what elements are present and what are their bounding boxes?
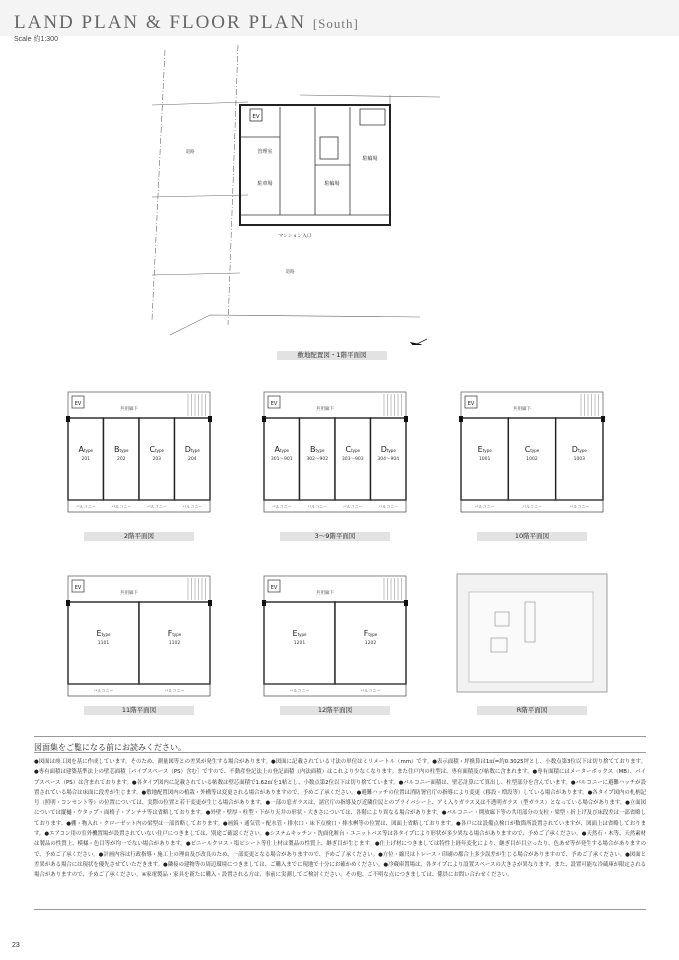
floor-plan-caption: 10階平面図 bbox=[477, 532, 587, 541]
balcony-label: バルコニー bbox=[378, 504, 399, 509]
notes-bottom-rule bbox=[34, 909, 646, 910]
page-title bbox=[14, 12, 359, 34]
site-room-admin: 管理室 bbox=[257, 149, 273, 155]
unit-type-label: Dtype bbox=[571, 445, 587, 454]
unit-room-number: 304〜904 bbox=[377, 457, 400, 462]
floor-plan-drawing bbox=[62, 572, 222, 704]
notes-top-rule bbox=[34, 736, 646, 737]
unit-type-label: Atype bbox=[274, 445, 289, 454]
balcony-label: バルコニー bbox=[164, 688, 185, 693]
unit-type-label: Ftype bbox=[363, 629, 378, 638]
balcony-label: バルコニー bbox=[307, 504, 328, 509]
floor-plan-drawing bbox=[455, 572, 615, 704]
unit-type-label: Ctype bbox=[524, 445, 540, 454]
unit-room-number: 1102 bbox=[168, 641, 181, 646]
floor-plan-5 bbox=[258, 572, 418, 708]
corridor-label: 共用廊下 bbox=[316, 591, 334, 596]
balcony-label: バルコニー bbox=[271, 504, 292, 509]
unit-type-label: Etype bbox=[477, 445, 492, 454]
balcony-label: バルコニー bbox=[342, 504, 363, 509]
unit-room-number: 301〜901 bbox=[270, 457, 293, 462]
floor-plan-2 bbox=[258, 388, 418, 524]
floor-plan-drawing bbox=[258, 388, 418, 520]
corridor-label: 共用廊下 bbox=[513, 407, 531, 412]
site-ev-label: EV bbox=[252, 114, 260, 120]
unit-type-label: Etype bbox=[96, 629, 111, 638]
page-title-main: LAND PLAN & FLOOR PLAN bbox=[14, 12, 307, 33]
unit-room-number: 202 bbox=[116, 457, 126, 462]
unit-room-number: 1003 bbox=[573, 457, 586, 462]
notes-heading-rule bbox=[34, 752, 646, 753]
unit-room-number: 302〜902 bbox=[306, 457, 329, 462]
corridor-label: 共用廊下 bbox=[120, 407, 138, 412]
unit-type-label: Dtype bbox=[380, 445, 396, 454]
balcony-label: バルコニー bbox=[93, 688, 114, 693]
unit-type-label: Ctype bbox=[149, 445, 165, 454]
floor-plan-caption: 3〜9階平面図 bbox=[280, 532, 390, 541]
floor-plan-caption: 12階平面図 bbox=[280, 706, 390, 715]
unit-type-label: Etype bbox=[292, 629, 307, 638]
balcony-label: バルコニー bbox=[569, 504, 590, 509]
notes-body: ●図面は竣工図を基に作成しています。そのため、測量図等との差異が発生する場合があります。●図面に記載されている寸法の単位はミリメートル（mm）です。●表示面積・坪換算は1㎡=約0.3025坪とし、小数点第3位以下は切り捨てております。●専有面積は建築基準法上の壁芯面積［パイプスペース（PS）含む］ですので、不動産登記法上の登記面積（内法面積）はこれより少なくなります。また住戸内の柱型は、専有面積及び帖数に含まれます。●専有面積にはメーターボックス（MB）、パイプスペース（PS）は含まれております。●各タイプ図内に記載されている帖数は壁芯面積で1.62㎡を1帖とし、小数点第2位以下は切り捨てています。●バルコニー面積は、壁芯計算にて算出し、柱型部分を含んでいます。●バルコニーに避難ハッチが設置されている場合は床面に段差が生じます。●敷地配置図内の植栽・外構等は変更される場合がありますので、予めご了承ください。●避難ハッチの位置は消防署官庁の指導により変更（移設・増設等）している場合があります。●各タイプ図内の札柄記号（照明・コンセント等）の位置については、実際の位置と若干変更が生じる場合があります。●一部の窓ガラスは、諸官庁の指導及び近隣住民とのプライバシー上、アミ入りガラス又は不透明ガラス（型ガラス）となっている場合があります。●立面図については縦樋・ウタップ・面格子・アンテナ等は省略しております。●外壁・壁厚・柱型・下がり天井の形状・大きさについては、各階により異なる場合があります。●バルコニー・開放廊下等の共用部分の支柱・梁型・折上げ及び床段差は一部省略しております。●棚・物入れ・クローゼット内の梁型は一部省略しております。●画鋲・通気管・配水管・排水口・床下点検口・排水桝等の位置は、図面上省略しております。●各戸には設備点検口が数箇所設置されていますが、図面上は省略しております。●エアコン用の室外機置場が設置されていない住戸につきましては、別途ご確認ください。●システムキッチン・洗面化粧台・ユニットバス等は各タイプにより形状が多少異なる場合がありますので、予めご了承ください。●天然石・木等、天然素材は製品の性質上、模様・色目等が均一でない場合があります。●ビニールクロス・塩ビシート等仕上材は製品の性質上、継ぎ目が生じます。●仕上げ材につきましては特性上経年変化により、継ぎ目が目立ったり、色あせ等が発生する場合がありますので、予めご了承ください。●計画内容は行政指導・施工上の理由及び改良のため、一部変更となる場合がありますので、予めご了承ください。●方位・縮尺はトレース・印刷の都合上多少誤差が生じる場合がありますので、予めご了承ください。●図面と差異がある場合には現状を優先させていただきます。●隣接の建物等の周辺環境につきましては、ご購入までに現地で十分にお確かめください。●冷蔵庫置場は、各タイプにより設置スペースの大きさが異なります。また、設置可能な冷蔵庫が限定される場合がありますので、予めご了承ください。※家電製品・家具を新たに購入・設置される方は、事前に実測してご検討ください。その他、ご不明な点につきましては、係員にお問い合わせください。 bbox=[34, 759, 646, 879]
unit-room-number: 203 bbox=[152, 457, 162, 462]
balcony-label: バルコニー bbox=[474, 504, 495, 509]
balcony-label: バルコニー bbox=[360, 688, 381, 693]
unit-type-label: Btype bbox=[114, 445, 129, 454]
floor-plan-3 bbox=[455, 388, 615, 524]
site-plan-caption: 敷地配置図・1階平面図 bbox=[277, 351, 387, 360]
floor-plan-drawing bbox=[258, 572, 418, 704]
unit-type-label: Btype bbox=[310, 445, 325, 454]
balcony-label: バルコニー bbox=[522, 504, 542, 509]
north-arrow-icon bbox=[403, 339, 427, 345]
site-plan bbox=[130, 45, 450, 349]
floor-ev-label: EV bbox=[467, 401, 475, 407]
unit-room-number: 303〜903 bbox=[341, 457, 364, 462]
corridor-label: 共用廊下 bbox=[120, 591, 138, 596]
floor-plan-1 bbox=[62, 388, 222, 524]
site-road-south: 道路 bbox=[285, 270, 295, 275]
unit-type-label: Ftype bbox=[167, 629, 182, 638]
unit-type-label: Ctype bbox=[345, 445, 361, 454]
floor-plan-4 bbox=[62, 572, 222, 708]
unit-type-label: Dtype bbox=[184, 445, 200, 454]
balcony-label: バルコニー bbox=[182, 504, 203, 509]
balcony-label: バルコニー bbox=[75, 504, 96, 509]
unit-room-number: 201 bbox=[81, 457, 91, 462]
site-entrance-label: マンション入口 bbox=[278, 234, 312, 239]
floor-ev-label: EV bbox=[74, 401, 82, 407]
floor-ev-label: EV bbox=[270, 401, 278, 407]
site-room-bike-1: 駐輪場 bbox=[324, 181, 340, 187]
scale-label: Scale 約1:300 bbox=[14, 36, 58, 43]
floor-plan-6 bbox=[455, 572, 615, 708]
floor-plan-caption: 2階平面図 bbox=[84, 532, 194, 541]
site-plan-drawing bbox=[130, 45, 450, 345]
unit-room-number: 1201 bbox=[293, 641, 306, 646]
floor-plan-caption: 11階平面図 bbox=[84, 706, 194, 715]
floor-plan-caption: R階平面図 bbox=[477, 706, 587, 715]
floor-ev-label: EV bbox=[270, 585, 278, 591]
page-number: 23 bbox=[12, 942, 20, 949]
unit-room-number: 1001 bbox=[478, 457, 491, 462]
page-title-subtitle: [South] bbox=[312, 16, 359, 31]
unit-room-number: 1202 bbox=[364, 641, 377, 646]
unit-room-number: 1002 bbox=[526, 457, 538, 462]
site-room-parking: 駐車場 bbox=[257, 181, 273, 187]
floor-ev-label: EV bbox=[74, 585, 82, 591]
unit-room-number: 204 bbox=[187, 457, 197, 462]
unit-room-number: 1101 bbox=[97, 641, 110, 646]
floor-plan-drawing bbox=[455, 388, 615, 520]
balcony-label: バルコニー bbox=[111, 504, 132, 509]
notes-heading: 図面集をご覧になる前にお読みください。 bbox=[34, 743, 186, 752]
balcony-label: バルコニー bbox=[146, 504, 167, 509]
balcony-label: バルコニー bbox=[289, 688, 310, 693]
unit-type-label: Atype bbox=[78, 445, 93, 454]
site-room-bike-2: 駐輪場 bbox=[362, 156, 378, 162]
corridor-label: 共用廊下 bbox=[316, 407, 334, 412]
site-road-west: 道路 bbox=[185, 150, 195, 155]
floor-plan-drawing bbox=[62, 388, 222, 520]
